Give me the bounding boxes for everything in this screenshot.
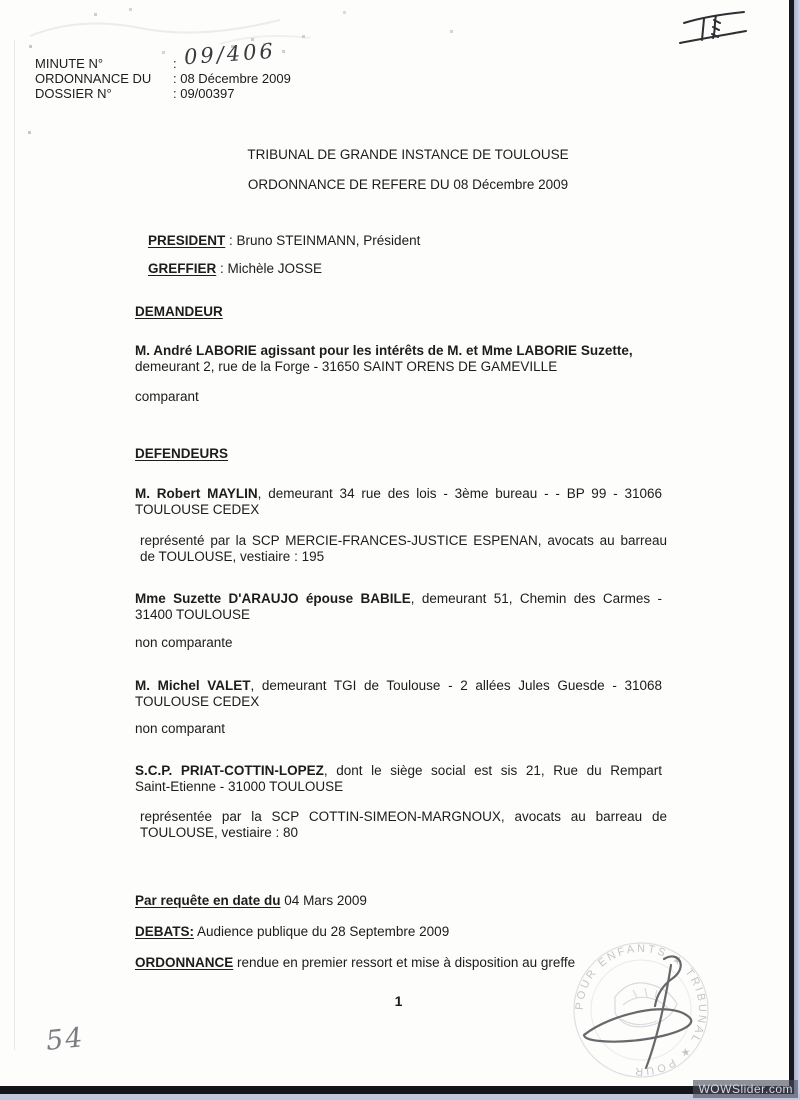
- demandeur-status: comparant: [135, 389, 199, 404]
- defendeur-maylin-address-2: TOULOUSE CEDEX: [135, 501, 260, 517]
- debats-detail: Audience publique du 28 Septembre 2009: [194, 924, 450, 939]
- defendeurs-heading: DEFENDEURS: [135, 446, 229, 461]
- scp-representation-line2: TOULOUSE, vestiaire : 80: [140, 824, 299, 840]
- stamp-ring-text: POUR ENFANTS ★ TRIBUNAL ★ POUR: [573, 942, 709, 1078]
- ordonnance-date-label: ORDONNANCE DU: [35, 71, 152, 86]
- defendeur-scp-address: , dont le siège social est sis 21, Rue du Rempart: [323, 763, 662, 778]
- handwritten-minute-number: 09/406: [183, 38, 277, 70]
- dossier-row: [35, 86, 291, 101]
- demandeur-address: demeurant 2, rue de la Forge - 31650 SAINT ORENS DE GAMEVILLE: [135, 358, 558, 374]
- maylin-representation-line1: représenté par la SCP MERCIE-FRANCES-JUSTICE ESPENAN, avocats au barreau: [140, 533, 667, 548]
- court-title: TRIBUNAL DE GRANDE INSTANCE DE TOULOUSE: [247, 147, 569, 162]
- defendeur-scp-address-2: Saint-Etienne - 31000 TOULOUSE: [135, 778, 344, 794]
- defendeur-scp-paragraph: [135, 763, 662, 794]
- scan-noise-specks: [0, 0, 1, 1]
- maylin-representation-line2: de TOULOUSE, vestiaire : 195: [140, 548, 325, 564]
- demandeur-name: M. André LABORIE agissant pour les intérêts de M. et Mme LABORIE Suzette,: [135, 343, 633, 358]
- babile-status: non comparante: [135, 635, 233, 650]
- greffier-line: [148, 261, 322, 277]
- minute-colon: :: [173, 56, 177, 71]
- defendeur-valet-name: M. Michel VALET: [135, 678, 251, 693]
- signature: [572, 942, 722, 1080]
- demandeur-paragraph: [135, 343, 662, 374]
- scan-fold-line: [14, 40, 15, 1050]
- valet-status: non comparant: [135, 721, 226, 736]
- ordonnance-label: ORDONNANCE: [135, 955, 234, 970]
- maylin-representation: [140, 533, 667, 564]
- page-border-bottom: [0, 1086, 794, 1094]
- greffier-label: GREFFIER: [148, 261, 217, 276]
- watermark-label: WOWSlider.com: [693, 1080, 798, 1098]
- defendeur-valet-paragraph: [135, 678, 662, 709]
- debats-label: DEBATS:: [135, 924, 194, 939]
- greffier-name: : Michèle JOSSE: [216, 261, 323, 276]
- handwritten-roman-numeral-mark: [678, 6, 750, 48]
- defendeur-maylin-name: M. Robert MAYLIN: [135, 486, 258, 501]
- ordonnance-title: ORDONNANCE DE REFERE DU 08 Décembre 2009: [247, 177, 569, 192]
- president-label: PRESIDENT: [148, 233, 226, 248]
- defendeur-maylin-address: , demeurant 34 rue des lois - 3ème bureau - - BP 99 - 31066: [257, 486, 662, 501]
- defendeur-valet-address-2: TOULOUSE CEDEX: [135, 693, 260, 709]
- frame-edge-bottom: [0, 1094, 800, 1100]
- minute-label: MINUTE N°: [35, 56, 104, 71]
- defendeur-babile-address-2: 31400 TOULOUSE: [135, 606, 251, 622]
- requete-label: Par requête en date du: [135, 893, 281, 908]
- ordonnance-line: [135, 955, 575, 971]
- pencil-smudge: [20, 4, 340, 60]
- page-number: 1: [394, 993, 403, 1009]
- defendeur-valet-address: , demeurant TGI de Toulouse - 2 allées Jules Guesde - 31068: [250, 678, 662, 693]
- handwritten-page-annotation: 54: [44, 1022, 86, 1057]
- president-name: : Bruno STEINMANN, Président: [225, 233, 421, 248]
- demandeur-heading: DEMANDEUR: [135, 304, 223, 319]
- defendeur-maylin-paragraph: [135, 486, 662, 517]
- frame-edge-right: [794, 0, 800, 1100]
- defendeur-babile-address: , demeurant 51, Chemin des Carmes -: [410, 591, 662, 606]
- scp-representation-line1: représentée par la SCP COTTIN-SIMEON-MARGNOUX, avocats au barreau de: [140, 809, 667, 824]
- requete-date: 04 Mars 2009: [280, 893, 367, 908]
- ordonnance-date-row: [35, 71, 291, 86]
- dossier-label: DOSSIER N°: [35, 86, 112, 101]
- page-border-right: [789, 0, 794, 1100]
- defendeur-babile-paragraph: [135, 591, 662, 622]
- requete-line: [135, 893, 367, 909]
- dossier-value: : 09/00397: [173, 86, 235, 101]
- ordonnance-detail: rendue en premier ressort et mise à disposition au greffe: [233, 955, 576, 970]
- defendeur-babile-name: Mme Suzette D'ARAUJO épouse BABILE: [135, 591, 411, 606]
- president-line: [148, 233, 420, 249]
- ordonnance-date-value: : 08 Décembre 2009: [173, 71, 291, 86]
- scp-representation: [140, 809, 667, 840]
- debats-line: [135, 924, 449, 940]
- defendeur-scp-name: S.C.P. PRIAT-COTTIN-LOPEZ: [135, 763, 324, 778]
